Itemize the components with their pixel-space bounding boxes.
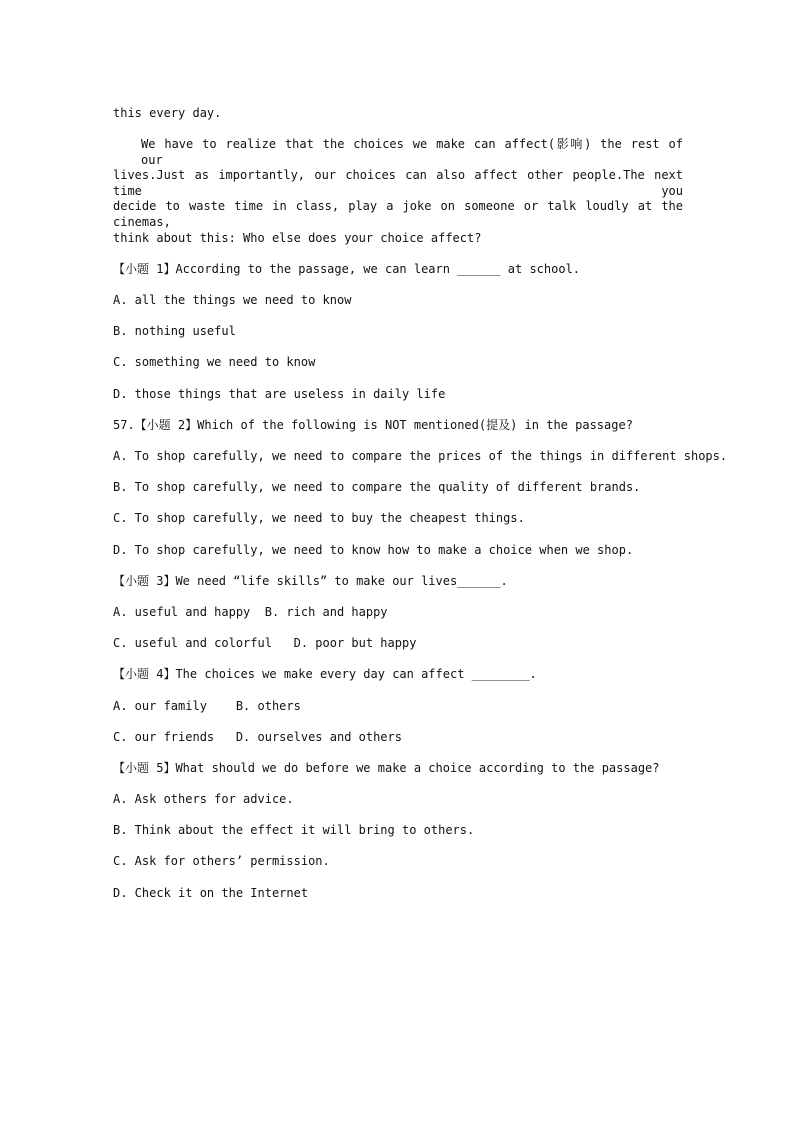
passage-line: lives.Just as importantly, our choices can also affect other people.The next time you bbox=[113, 168, 683, 198]
question-5-option-a: A. Ask others for advice. bbox=[113, 792, 294, 806]
question-3-options-ab: A. useful and happy B. rich and happy bbox=[113, 605, 388, 619]
passage-paragraph-start: We have to realize that the choices we make can affect(影响) the rest of our bbox=[141, 137, 683, 167]
question-2-option-a: A. To shop carefully, we need to compare the prices of the things in different shops. bbox=[113, 449, 728, 463]
passage-line: think about this: Who else does your choice affect? bbox=[113, 231, 482, 245]
question-4-stem: 【小题 4】The choices we make every day can affect ________. bbox=[113, 667, 537, 681]
question-1-option-d: D. those things that are useless in daily life bbox=[113, 387, 446, 401]
question-2-stem: 57.【小题 2】Which of the following is NOT mentioned(提及) in the passage? bbox=[113, 418, 633, 432]
question-1-option-c: C. something we need to know bbox=[113, 355, 316, 369]
question-1-stem: 【小题 1】According to the passage, we can learn ______ at school. bbox=[113, 262, 581, 276]
question-2-option-c: C. To shop carefully, we need to buy the cheapest things. bbox=[113, 511, 525, 525]
question-1-option-b: B. nothing useful bbox=[113, 324, 236, 338]
passage-line: decide to waste time in class, play a joke on someone or talk loudly at the cinemas, bbox=[113, 199, 683, 229]
question-5-option-c: C. Ask for others’ permission. bbox=[113, 854, 330, 868]
question-5-option-d: D. Check it on the Internet bbox=[113, 886, 309, 900]
question-3-stem: 【小题 3】We need “life skills” to make our lives______. bbox=[113, 574, 508, 588]
question-5-stem: 【小题 5】What should we do before we make a choice according to the passage? bbox=[113, 761, 660, 775]
question-5-option-b: B. Think about the effect it will bring to others. bbox=[113, 823, 475, 837]
question-4-options-cd: C. our friends D. ourselves and others bbox=[113, 730, 402, 744]
question-1-option-a: A. all the things we need to know bbox=[113, 293, 352, 307]
question-4-options-ab: A. our family B. others bbox=[113, 699, 301, 713]
question-2-option-d: D. To shop carefully, we need to know how to make a choice when we shop. bbox=[113, 543, 634, 557]
passage-line: this every day. bbox=[113, 106, 222, 120]
question-3-options-cd: C. useful and colorful D. poor but happy bbox=[113, 636, 417, 650]
question-2-option-b: B. To shop carefully, we need to compare the quality of different brands. bbox=[113, 480, 641, 494]
